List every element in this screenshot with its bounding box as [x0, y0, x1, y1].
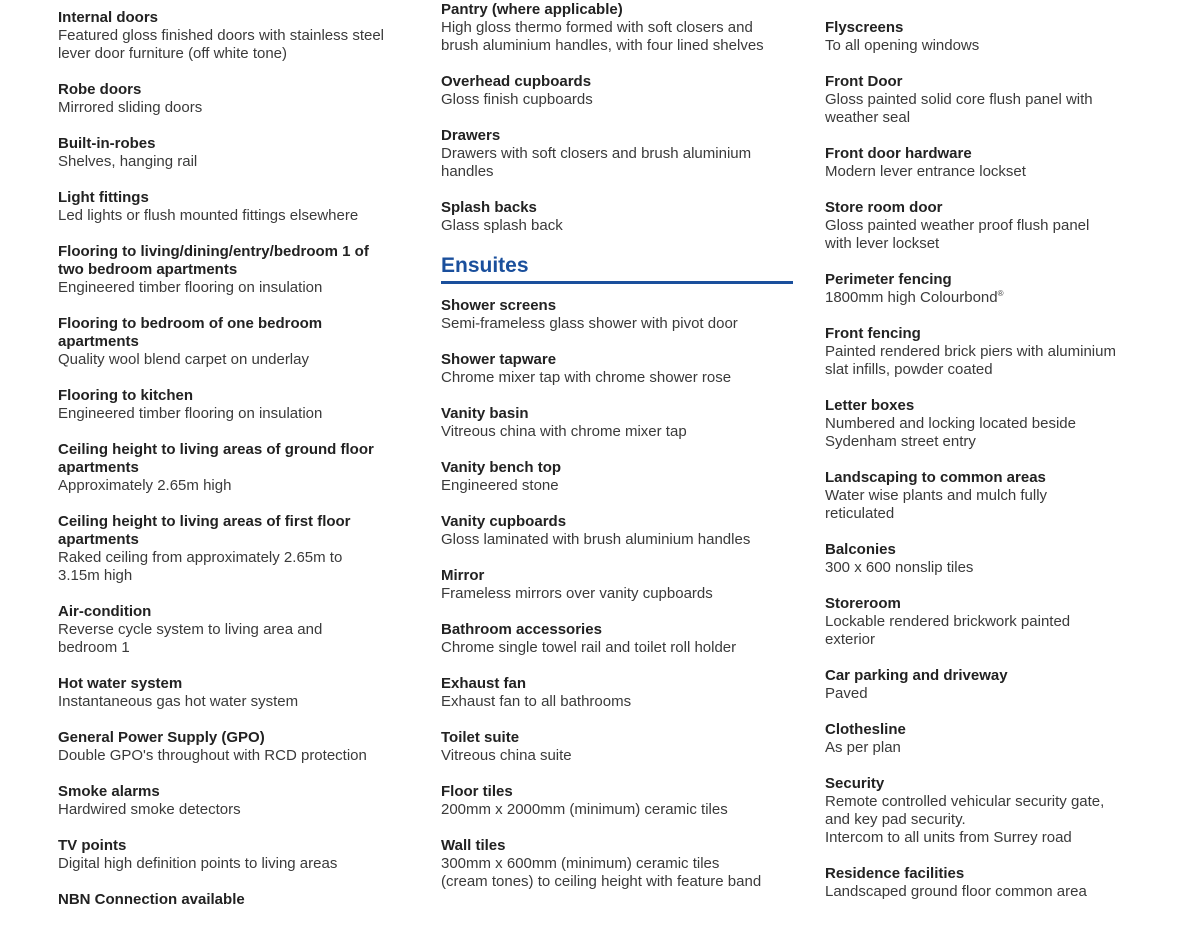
- spec-description: [58, 99, 428, 117]
- spec-title: Wall tiles: [441, 837, 506, 854]
- spec-description-text: Quality wool blend carpet on underlay: [58, 351, 309, 368]
- spec-description-text: Intercom to all units from Surrey road: [825, 829, 1072, 846]
- spec-title: Exhaust fan: [441, 675, 527, 692]
- spec-title: Ceiling height to living areas of ground floor: [58, 441, 374, 458]
- spec-description-text: Mirrored sliding doors: [58, 99, 203, 116]
- spec-description-text: Drawers with soft closers and brush aluminium: [441, 145, 752, 162]
- spec-item: [825, 271, 1195, 307]
- spec-title: Flyscreens: [825, 19, 904, 36]
- spec-title: Store room door: [825, 199, 943, 216]
- spec-item: [441, 675, 793, 711]
- spec-description-text: exterior: [825, 631, 876, 648]
- spec-item: [825, 775, 1195, 847]
- spec-title: Security: [825, 775, 885, 792]
- spec-title: Internal doors: [58, 9, 159, 26]
- spec-item: [441, 729, 793, 765]
- spec-description: [58, 801, 428, 819]
- spec-description-text: Water wise plants and mulch fully: [825, 487, 1048, 504]
- spec-item: [58, 189, 428, 225]
- spec-description-text: Frameless mirrors over vanity cupboards: [441, 585, 713, 602]
- spec-description: [441, 855, 793, 873]
- spec-description-text: Engineered timber flooring on insulation: [58, 405, 323, 422]
- spec-description: [58, 693, 428, 711]
- spec-description: [58, 45, 428, 63]
- spec-description-text: 1800mm high Colourbond: [825, 289, 998, 306]
- spec-description: [441, 163, 793, 181]
- spec-title: Light fittings: [58, 189, 149, 206]
- spec-description: [58, 621, 428, 639]
- spec-description-text: weather seal: [825, 109, 911, 126]
- spec-item: [825, 19, 1195, 55]
- spec-description: [825, 829, 1195, 847]
- spec-title: Vanity basin: [441, 405, 529, 422]
- spec-description: [58, 405, 428, 423]
- spec-description-text: Gloss painted solid core flush panel with: [825, 91, 1093, 108]
- spec-title: Perimeter fencing: [825, 271, 952, 288]
- spec-item: [58, 81, 428, 117]
- spec-description-text: Approximately 2.65m high: [58, 477, 232, 494]
- spec-description-text: brush aluminium handles, with four lined shelves: [441, 37, 764, 54]
- spec-description: [441, 873, 793, 891]
- spec-description: [825, 289, 1195, 307]
- spec-description-text: Chrome single towel rail and toilet roll holder: [441, 639, 737, 656]
- column-middle: [441, 1, 793, 909]
- spec-description: [825, 811, 1195, 829]
- spec-title: Built-in-robes: [58, 135, 156, 152]
- spec-description: [58, 153, 428, 171]
- spec-title: Flooring to living/dining/entry/bedroom 1 of: [58, 243, 369, 260]
- spec-description: [441, 639, 793, 657]
- spec-item: [58, 891, 428, 909]
- spec-description: [441, 531, 793, 549]
- spec-description-text: Engineered stone: [441, 477, 559, 494]
- spec-item: [58, 135, 428, 171]
- spec-title: Front fencing: [825, 325, 921, 342]
- spec-item: [441, 621, 793, 657]
- spec-title: Smoke alarms: [58, 783, 160, 800]
- spec-item: [825, 73, 1195, 127]
- spec-title: Toilet suite: [441, 729, 520, 746]
- spec-item: [58, 315, 428, 369]
- spec-description: [441, 423, 793, 441]
- spec-description-text: Semi-frameless glass shower with pivot door: [441, 315, 738, 332]
- spec-description-text: Shelves, hanging rail: [58, 153, 198, 170]
- spec-description: [58, 27, 428, 45]
- spec-title: Shower tapware: [441, 351, 557, 368]
- spec-title: Shower screens: [441, 297, 557, 314]
- spec-title: Drawers: [441, 127, 501, 144]
- spec-description: [441, 477, 793, 495]
- spec-item: [58, 783, 428, 819]
- spec-title: apartments: [58, 531, 139, 548]
- spec-title: Splash backs: [441, 199, 537, 216]
- spec-description: [825, 217, 1195, 235]
- spec-description: [58, 351, 428, 369]
- spec-description: [441, 145, 793, 163]
- spec-item: [441, 567, 793, 603]
- spec-item: [441, 459, 793, 495]
- spec-title: Robe doors: [58, 81, 142, 98]
- spec-title: Overhead cupboards: [441, 73, 592, 90]
- spec-description: [441, 37, 793, 55]
- spec-title: Letter boxes: [825, 397, 915, 414]
- spec-item: [825, 469, 1195, 523]
- spec-item: [441, 199, 793, 235]
- spec-title: Clothesline: [825, 721, 906, 738]
- spec-description: [441, 91, 793, 109]
- spec-description: [825, 91, 1195, 109]
- spec-item: [825, 397, 1195, 451]
- spec-description-text: Raked ceiling from approximately 2.65m to: [58, 549, 343, 566]
- spec-item: [825, 865, 1195, 901]
- spec-description-text: Digital high definition points to living areas: [58, 855, 338, 872]
- spec-description: [825, 685, 1195, 703]
- spec-description-text: slat infills, powder coated: [825, 361, 993, 378]
- spec-item: [441, 405, 793, 441]
- column-left: [58, 9, 428, 927]
- spec-item: [825, 325, 1195, 379]
- spec-description-text: As per plan: [825, 739, 901, 756]
- spec-description: [58, 477, 428, 495]
- spec-title: Ceiling height to living areas of first floor: [58, 513, 351, 530]
- spec-item: [58, 9, 428, 63]
- spec-description: [58, 279, 428, 297]
- spec-description-text: (cream tones) to ceiling height with feature band: [441, 873, 762, 890]
- spec-description: [825, 109, 1195, 127]
- spec-item: [441, 297, 793, 333]
- spec-item: [441, 783, 793, 819]
- spec-title: TV points: [58, 837, 127, 854]
- spec-description: [58, 747, 428, 765]
- spec-title: General Power Supply (GPO): [58, 729, 265, 746]
- spec-description: [441, 747, 793, 765]
- spec-description-text: Reverse cycle system to living area and: [58, 621, 323, 638]
- spec-item: [825, 541, 1195, 577]
- spec-description-text: Glass splash back: [441, 217, 563, 234]
- spec-description: [58, 567, 428, 585]
- spec-item: [441, 513, 793, 549]
- spec-item: [825, 145, 1195, 181]
- spec-description-text: reticulated: [825, 505, 895, 522]
- spec-title: apartments: [58, 459, 139, 476]
- spec-description-text: Instantaneous gas hot water system: [58, 693, 299, 710]
- spec-description-text: Vitreous china with chrome mixer tap: [441, 423, 687, 440]
- spec-description-text: Hardwired smoke detectors: [58, 801, 241, 818]
- spec-description-text: Gloss laminated with brush aluminium handles: [441, 531, 751, 548]
- spec-title: Hot water system: [58, 675, 183, 692]
- spec-description-text: Sydenham street entry: [825, 433, 976, 450]
- spec-description-text: 200mm x 2000mm (minimum) ceramic tiles: [441, 801, 728, 818]
- spec-item: [58, 441, 428, 495]
- spec-item: [441, 127, 793, 181]
- spec-description-text: Gloss painted weather proof flush panel: [825, 217, 1090, 234]
- spec-description: [825, 343, 1195, 361]
- spec-title: Car parking and driveway: [825, 667, 1008, 684]
- spec-title: Landscaping to common areas: [825, 469, 1046, 486]
- spec-description-text: Lockable rendered brickwork painted: [825, 613, 1071, 630]
- spec-description: [825, 415, 1195, 433]
- spec-item: [825, 721, 1195, 757]
- spec-title: Pantry (where applicable): [441, 1, 623, 18]
- spec-title: Bathroom accessories: [441, 621, 602, 638]
- spec-item: [58, 729, 428, 765]
- spec-title: Storeroom: [825, 595, 901, 612]
- spec-title: Vanity cupboards: [441, 513, 567, 530]
- spec-description: [58, 207, 428, 225]
- spec-description: [825, 739, 1195, 757]
- spec-description-text: Gloss finish cupboards: [441, 91, 593, 108]
- spec-description-text: and key pad security.: [825, 811, 966, 828]
- spec-description: [441, 315, 793, 333]
- spec-item: [58, 513, 428, 585]
- spec-title: Front door hardware: [825, 145, 972, 162]
- spec-description: [825, 505, 1195, 523]
- spec-description: [441, 369, 793, 387]
- spec-item: [441, 351, 793, 387]
- spec-description: [825, 631, 1195, 649]
- spec-item: [58, 675, 428, 711]
- spec-description-text: Featured gloss finished doors with stainless steel: [58, 27, 385, 44]
- spec-item: [441, 73, 793, 109]
- spec-title: Vanity bench top: [441, 459, 562, 476]
- spec-description: [441, 585, 793, 603]
- spec-description: [58, 855, 428, 873]
- spec-item: [58, 603, 428, 657]
- spec-description: [825, 883, 1195, 901]
- spec-description-text: Vitreous china suite: [441, 747, 572, 764]
- spec-description: [825, 613, 1195, 631]
- spec-title: Flooring to bedroom of one bedroom: [58, 315, 323, 332]
- spec-description-text: Painted rendered brick piers with aluminium: [825, 343, 1116, 360]
- spec-description-text: bedroom 1: [58, 639, 130, 656]
- spec-title: Residence facilities: [825, 865, 965, 882]
- spec-description: [825, 37, 1195, 55]
- spec-item: [825, 199, 1195, 253]
- column-right: [825, 19, 1195, 919]
- spec-description: [825, 235, 1195, 253]
- spec-item: [825, 595, 1195, 649]
- spec-item: [825, 667, 1195, 703]
- spec-description-text: Engineered timber flooring on insulation: [58, 279, 323, 296]
- spec-description: [441, 19, 793, 37]
- spec-title: NBN Connection available: [58, 891, 245, 908]
- spec-title: Floor tiles: [441, 783, 513, 800]
- section-heading: Ensuites: [441, 253, 793, 284]
- spec-item: [58, 243, 428, 297]
- spec-description-text: Double GPO's throughout with RCD protection: [58, 747, 367, 764]
- spec-item: [441, 1, 793, 55]
- spec-description-text: Remote controlled vehicular security gate,: [825, 793, 1105, 810]
- spec-description: [58, 639, 428, 657]
- spec-item: [441, 837, 793, 891]
- spec-title: Flooring to kitchen: [58, 387, 193, 404]
- spec-title: two bedroom apartments: [58, 261, 238, 278]
- spec-description: [825, 361, 1195, 379]
- spec-description-text: To all opening windows: [825, 37, 980, 54]
- spec-description-text: Led lights or flush mounted fittings elsewhere: [58, 207, 359, 224]
- spec-item: [58, 837, 428, 873]
- spec-description: [58, 549, 428, 567]
- spec-description-text: High gloss thermo formed with soft closers and: [441, 19, 753, 36]
- spec-description: [825, 487, 1195, 505]
- spec-description-text: Landscaped ground floor common area: [825, 883, 1087, 900]
- spec-description-text: lever door furniture (off white tone): [58, 45, 288, 62]
- spec-title: Balconies: [825, 541, 896, 558]
- spec-item: [58, 387, 428, 423]
- spec-description: [825, 163, 1195, 181]
- spec-description-text: Paved: [825, 685, 868, 702]
- spec-description-text: Exhaust fan to all bathrooms: [441, 693, 632, 710]
- spec-description: [825, 793, 1195, 811]
- spec-title: Air-condition: [58, 603, 152, 620]
- spec-description-text: 300mm x 600mm (minimum) ceramic tiles: [441, 855, 720, 872]
- spec-title: apartments: [58, 333, 139, 350]
- spec-description-text: 300 x 600 nonslip tiles: [825, 559, 974, 576]
- registered-mark: ®: [997, 289, 1004, 298]
- spec-description-text: with lever lockset: [825, 235, 940, 252]
- spec-title: Mirror: [441, 567, 485, 584]
- spec-title: Front Door: [825, 73, 903, 90]
- spec-description-text: Chrome mixer tap with chrome shower rose: [441, 369, 732, 386]
- spec-description-text: 3.15m high: [58, 567, 133, 584]
- spec-description: [441, 217, 793, 235]
- spec-description: [441, 693, 793, 711]
- spec-description: [825, 559, 1195, 577]
- spec-description-text: handles: [441, 163, 494, 180]
- spec-description-text: Modern lever entrance lockset: [825, 163, 1026, 180]
- spec-description: [825, 433, 1195, 451]
- spec-description: [441, 801, 793, 819]
- spec-description-text: Numbered and locking located beside: [825, 415, 1076, 432]
